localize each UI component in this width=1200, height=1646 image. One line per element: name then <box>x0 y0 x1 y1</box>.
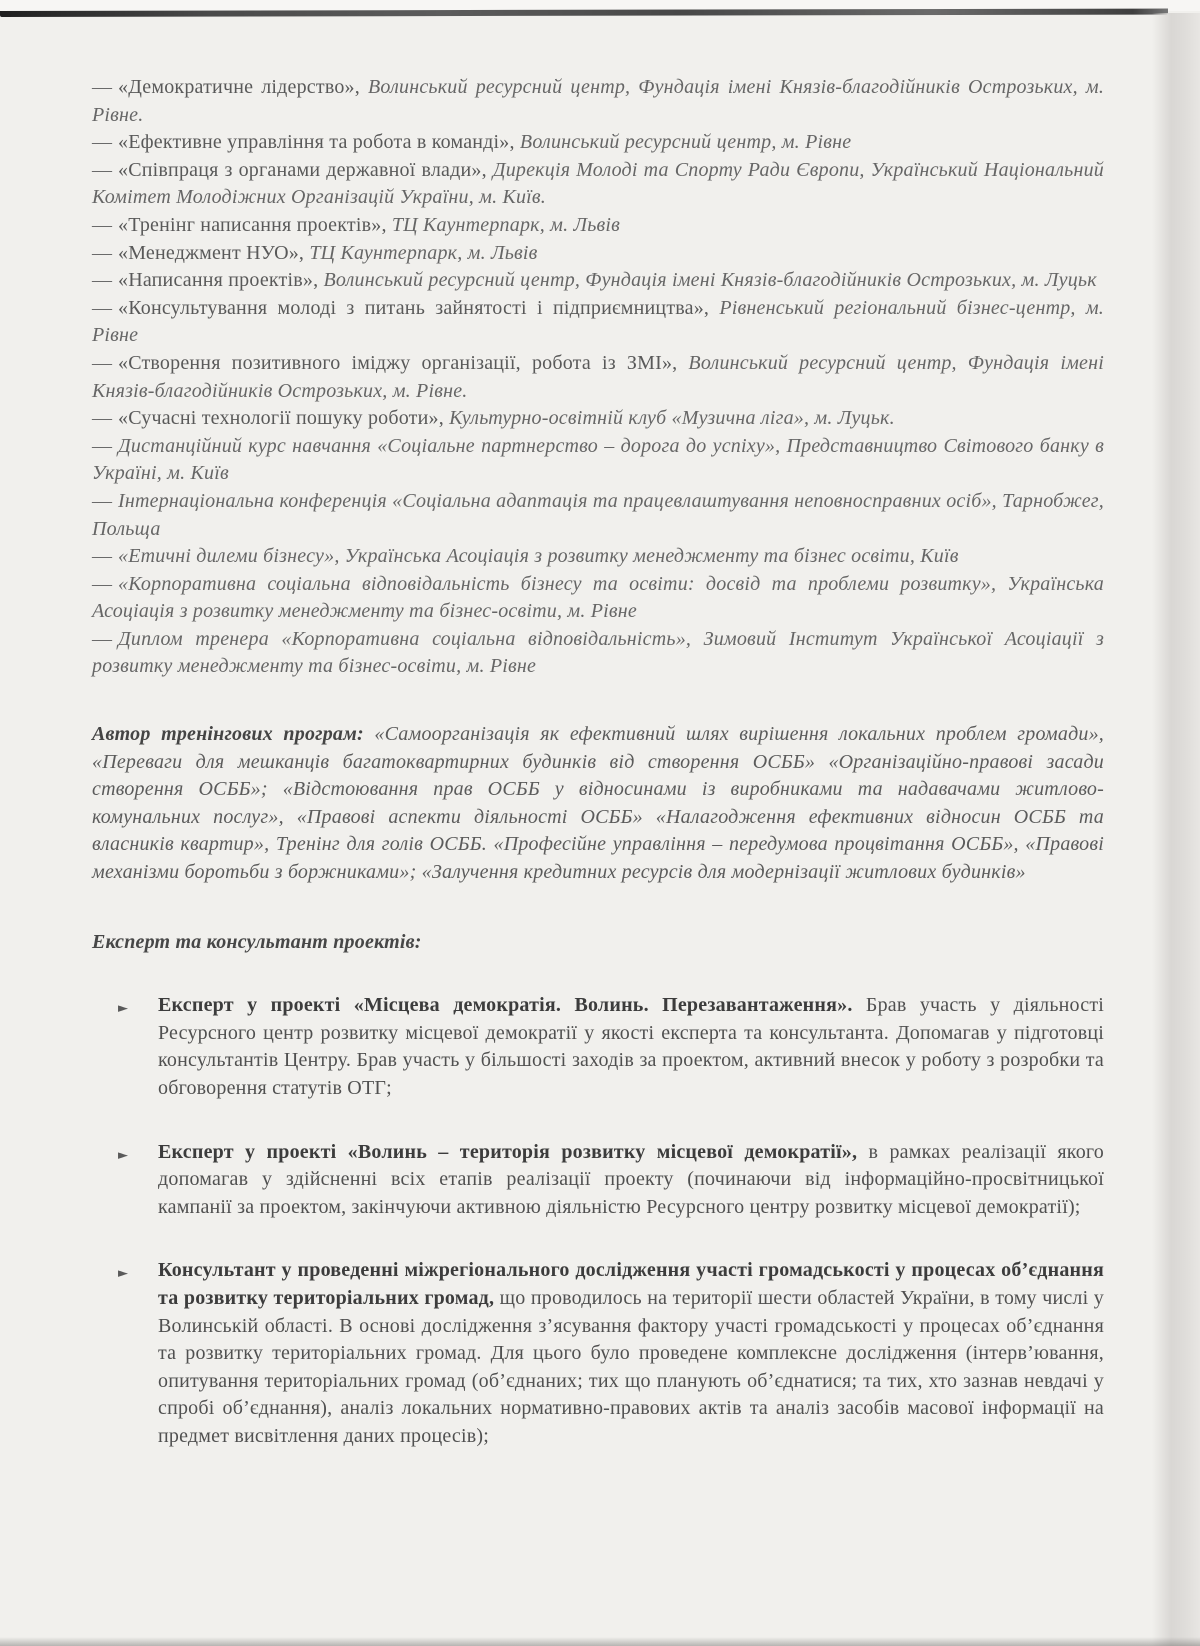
training-organization: Дирекція Молоді та Спорту Ради Європи, Український Національний Комітет Молодіжних Організацій України, м. Київ. <box>92 158 1104 209</box>
dash-bullet: — <box>92 131 113 154</box>
training-title: «Створення позитивного іміджу організації, робота із ЗМІ», <box>118 351 678 374</box>
dash-bullet: — <box>92 269 113 292</box>
list-item <box>92 405 1104 433</box>
training-title: «Демократичне лідерство», <box>118 76 360 98</box>
experts-heading: Експерт та консультант проектів: <box>92 930 422 953</box>
training-title: «Консультування молоді з питань зайнятості і підприємництва», <box>118 296 710 319</box>
training-organization: Інтернаціональна конференція «Соціальна адаптація та працевлаштування неповносправних осіб», Тарнобжег, Польща <box>92 489 1104 540</box>
training-title: «Співпраця з органами державної влади», <box>118 158 487 181</box>
list-item <box>92 267 1104 295</box>
expert-item-lead: Консультант у проведенні міжрегіонального дослідження участі громадськості у процесах об’єднання та розвитку територіальних громад, <box>158 1259 1104 1309</box>
training-organization: Дистанційний курс навчання «Соціальне партнерство – дорога до успіху», Представництво Світового банку в Україні, м. Київ <box>92 434 1104 485</box>
arrow-bullet-icon: ► <box>118 1001 129 1017</box>
dash-bullet: — <box>92 158 113 181</box>
expert-item-lead: Експерт у проекті «Місцева демократія. Волинь. Перезавантаження». <box>158 994 853 1017</box>
training-title: «Сучасні технології пошуку роботи», <box>118 407 444 430</box>
expert-item-text: Брав участь у діяльності Ресурсного центр розвитку місцевої демократії у якості експерта та консультанта. Допомагав у підготовці консультантів Центру. Брав участь у більшості заходів за проектом, активний внесок у роботу з розробки та обговорення статутів ОТГ; <box>158 994 1105 1099</box>
training-organization: Культурно-освітній клуб «Музична ліга», м. Луцьк. <box>449 407 895 430</box>
list-item <box>92 295 1104 350</box>
list-item <box>92 433 1104 488</box>
expert-item <box>92 1257 1104 1450</box>
dash-bullet: — <box>92 572 113 595</box>
training-organization: ТЦ Каунтерпарк, м. Львів <box>309 241 538 264</box>
training-organization: Волинський ресурсний центр, м. Рівне <box>519 131 852 154</box>
dash-bullet: — <box>92 627 113 650</box>
expert-item <box>92 1139 1104 1222</box>
training-title: «Ефективне управління та робота в команді», <box>118 131 515 154</box>
training-organization: Диплом тренера «Корпоративна соціальна відповідальність», Зимовий Інститут Української Асоціації з розвитку менеджменту та бізнес-освіти, м. Рівне <box>92 627 1104 678</box>
dash-bullet: — <box>92 489 113 512</box>
list-item <box>92 212 1104 240</box>
author-programs-lead: Автор тренінгових програм: <box>92 723 364 746</box>
dash-bullet: — <box>92 545 113 568</box>
dash-bullet: — <box>92 296 113 319</box>
arrow-bullet-icon: ► <box>118 1266 129 1282</box>
author-programs-text: «Самоорганізація як ефективний шлях вирішення локальних проблем громади», «Переваги для мешканців багатоквартирних будинків від створення ОСББ» «Організаційно-правові засади створення ОСББ»; «Відстоювання прав ОСББ у відносинами із виробниками та надавачами житлово-комунальних послуг», «Правові аспекти діяльності ОСББ» «Налагодження ефективних відносин ОСББ та власників квартир», Тренінг для голів ОСББ. «Професійне управління – передумова процвітання ОСББ», «Правові механізми боротьби з боржниками»; «Залучення кредитних ресурсів для модернізації житлових будинків» <box>92 723 1104 884</box>
dash-bullet: — <box>92 407 113 430</box>
list-item <box>92 488 1104 543</box>
list-item <box>92 240 1104 268</box>
training-title: «Тренінг написання проектів», <box>118 213 387 236</box>
document-content <box>92 74 1104 1451</box>
training-organization: «Корпоративна соціальна відповідальність бізнесу та освіти: досвід та проблеми розвитку», Українська Асоціація з розвитку менеджменту та бізнес-освіти, м. Рівне <box>92 572 1104 623</box>
expert-item-lead: Експерт у проекті «Волинь – територія розвитку місцевої демократії», <box>158 1140 858 1163</box>
trainings-list <box>92 74 1104 681</box>
training-organization: ТЦ Каунтерпарк, м. Львів <box>391 213 621 236</box>
training-organization: Волинський ресурсний центр, Фундація імені Князів-благодійників Острозьких, м. Рівне. <box>92 76 1105 126</box>
experts-list <box>92 992 1104 1450</box>
training-organization: Волинський ресурсний центр, Фундація імені Князів-благодійників Острозьких, м. Луцьк <box>323 269 1097 292</box>
dash-bullet: — <box>92 76 113 98</box>
training-organization: «Етичні дилеми бізнесу», Українська Асоціація з розвитку менеджменту та бізнес освіти, Київ <box>118 545 959 568</box>
list-item <box>92 626 1104 681</box>
training-organization: Волинський ресурсний центр, Фундація імені Князів-благодійників Острозьких, м. Рівне. <box>92 351 1104 402</box>
list-item <box>92 157 1104 212</box>
dash-bullet: — <box>92 351 113 374</box>
scan-artifact-top-line <box>0 9 1168 17</box>
training-title: «Написання проектів», <box>118 269 319 292</box>
dash-bullet: — <box>92 241 113 264</box>
training-title: «Менеджмент НУО», <box>118 241 305 264</box>
list-item <box>92 571 1104 626</box>
expert-item <box>92 992 1104 1102</box>
expert-item-text: в рамках реалізації якого допомагав у здійсненні всіх етапів реалізації проекту (починаючи від інформаційно-просвітницької кампанії за проектом, закінчуючи активною діяльністю Ресурсного центру розвитку місцевої демократії); <box>158 1140 1104 1218</box>
list-item <box>92 350 1104 405</box>
list-item <box>92 129 1104 157</box>
author-programs-paragraph <box>92 721 1104 887</box>
dash-bullet: — <box>92 434 113 457</box>
page-edge-shadow-right <box>1152 13 1200 1646</box>
list-item <box>92 543 1104 571</box>
list-item <box>92 74 1104 129</box>
expert-item-text: що проводилось на території шести областей України, в тому числі у Волинській області. В основі дослідження з’ясування фактору участі громадськості у процесах об’єднання та розвитку територіальних громад. Для цього було проведене комплексне дослідження (інтерв’ювання, опитування територіальних громад (об’єднаних; тих що планують об’єднатися; та тих, хто зазнав невдачі у спробі об’єднання), аналіз локальних нормативно-правових актів та аналіз засобів масової інформації на предмет висвітлення даних процесів); <box>158 1286 1105 1447</box>
dash-bullet: — <box>92 213 113 236</box>
scan-artifact-bottom <box>0 1637 1200 1646</box>
arrow-bullet-icon: ► <box>118 1147 129 1163</box>
training-organization: Рівненський регіональний бізнес-центр, м. Рівне <box>92 296 1105 347</box>
